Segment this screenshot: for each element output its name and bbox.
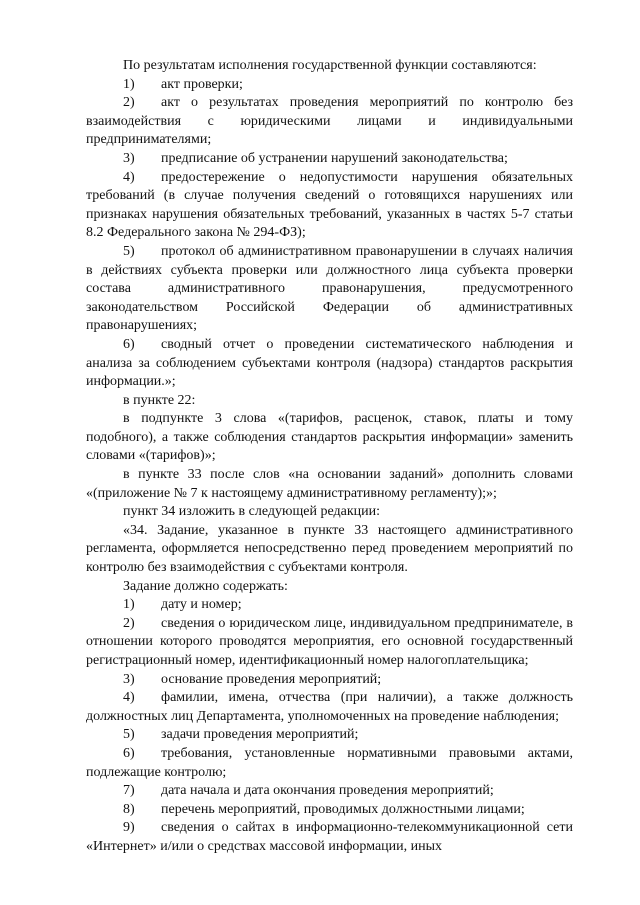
item-number: 6) bbox=[123, 745, 135, 761]
item-number: 7) bbox=[123, 783, 135, 799]
item-number: 8) bbox=[123, 801, 135, 817]
paragraph-intro bbox=[86, 57, 573, 76]
item-text: акт проверки; bbox=[161, 76, 243, 92]
paragraph-text: в пункте 22: bbox=[123, 392, 196, 408]
item-text: сводный отчет о проведении систематического наблюдения и анализа за соблюдением субъектами контроля (надзора) стандартов раскрытия информации.»; bbox=[86, 336, 573, 390]
item-number: 2) bbox=[123, 615, 135, 631]
list-item-4 bbox=[86, 169, 573, 243]
item-text: основание проведения мероприятий; bbox=[161, 671, 382, 687]
list-item-b8 bbox=[86, 801, 573, 820]
item-text: фамилии, имена, отчества (при наличии), а также должность должностных лиц Департамента, уполномоченных на проведение наблюдения; bbox=[86, 690, 573, 724]
paragraph-text: пункт 34 изложить в следующей редакции: bbox=[123, 504, 380, 520]
list-item-b1 bbox=[86, 596, 573, 615]
list-item-5 bbox=[86, 243, 573, 336]
list-item-b3 bbox=[86, 671, 573, 690]
item-number: 1) bbox=[123, 597, 135, 613]
document-body bbox=[86, 57, 573, 857]
paragraph-zadanie bbox=[86, 522, 573, 578]
list-item-6 bbox=[86, 336, 573, 392]
item-text: дату и номер; bbox=[161, 597, 242, 613]
item-number: 6) bbox=[123, 336, 135, 352]
paragraph-punkt-22 bbox=[86, 392, 573, 411]
list-item-b9 bbox=[86, 819, 573, 856]
item-text: акт о результатах проведения мероприятий по контролю без взаимодействия с юридическими лицами и индивидуальными предпринимателями; bbox=[86, 95, 573, 148]
item-number: 5) bbox=[123, 243, 135, 259]
paragraph-zadanie-content bbox=[86, 578, 573, 597]
paragraph-text: в пункте 33 после слов «на основании заданий» дополнить словами «(приложение № 7 к настоящему административному регламенту);»; bbox=[86, 467, 573, 501]
paragraph-subpunkt-3 bbox=[86, 410, 573, 466]
list-item-b6 bbox=[86, 745, 573, 782]
item-number: 3) bbox=[123, 150, 135, 166]
list-item-b2 bbox=[86, 615, 573, 671]
item-number: 4) bbox=[123, 690, 135, 706]
item-number: 4) bbox=[123, 169, 135, 185]
item-text: дата начала и дата окончания проведения мероприятий; bbox=[161, 783, 494, 799]
paragraph-punkt-34 bbox=[86, 503, 573, 522]
paragraph-text: По результатам исполнения государственной функции составляются: bbox=[123, 58, 537, 73]
list-item-2 bbox=[86, 94, 573, 150]
item-number: 9) bbox=[123, 820, 135, 836]
item-number: 5) bbox=[123, 727, 135, 743]
item-number: 1) bbox=[123, 76, 135, 92]
item-number: 3) bbox=[123, 671, 135, 687]
paragraph-text: «34. Задание, указанное в пункте 33 настоящего административного регламента, оформляется непосредственно перед проведением мероприятий по контролю без взаимодействия с субъектами контроля. bbox=[86, 522, 573, 576]
paragraph-text: в подпункте 3 слова «(тарифов, расценок, ставок, платы и тому подобного), а также соблюдения стандартов раскрытия информации» заменить словами «(тарифов)»; bbox=[86, 411, 573, 464]
item-text: сведения о юридическом лице, индивидуальном предпринимателе, в отношении которого проводятся мероприятия, его основной государственный регистрационный номер, идентификационный номер налогоплательщика; bbox=[86, 615, 573, 668]
item-text: перечень мероприятий, проводимых должностными лицами; bbox=[161, 801, 525, 817]
paragraph-text: Задание должно содержать: bbox=[123, 578, 288, 594]
item-text: требования, установленные нормативными правовыми актами, подлежащие контролю; bbox=[86, 745, 573, 780]
item-text: сведения о сайтах в информационно-телекоммуникационной сети «Интернет» и/или о средствах массовой информации, иных bbox=[86, 820, 573, 854]
item-text: предостережение о недопустимости нарушения обязательных требований (в случае получения сведений о готовящихся нарушениях или признаках нарушения обязательных требований, указанных в частях 5-7 статьи 8.2 Федерального закона № 294-ФЗ); bbox=[86, 169, 573, 241]
list-item-b5 bbox=[86, 726, 573, 745]
list-item-b7 bbox=[86, 782, 573, 801]
list-item-1 bbox=[86, 76, 573, 95]
item-number: 2) bbox=[123, 95, 135, 111]
paragraph-punkt-33 bbox=[86, 466, 573, 503]
list-item-3 bbox=[86, 150, 573, 169]
list-item-b4 bbox=[86, 689, 573, 726]
item-text: предписание об устранении нарушений законодательства; bbox=[161, 150, 508, 166]
item-text: протокол об административном правонарушении в случаях наличия в действиях субъекта проверки или должностного лица субъекта проверки состава административного правонарушения, предусмотренного законодательством Российской Федерации об административных правонарушениях; bbox=[86, 243, 573, 334]
item-text: задачи проведения мероприятий; bbox=[161, 727, 359, 743]
